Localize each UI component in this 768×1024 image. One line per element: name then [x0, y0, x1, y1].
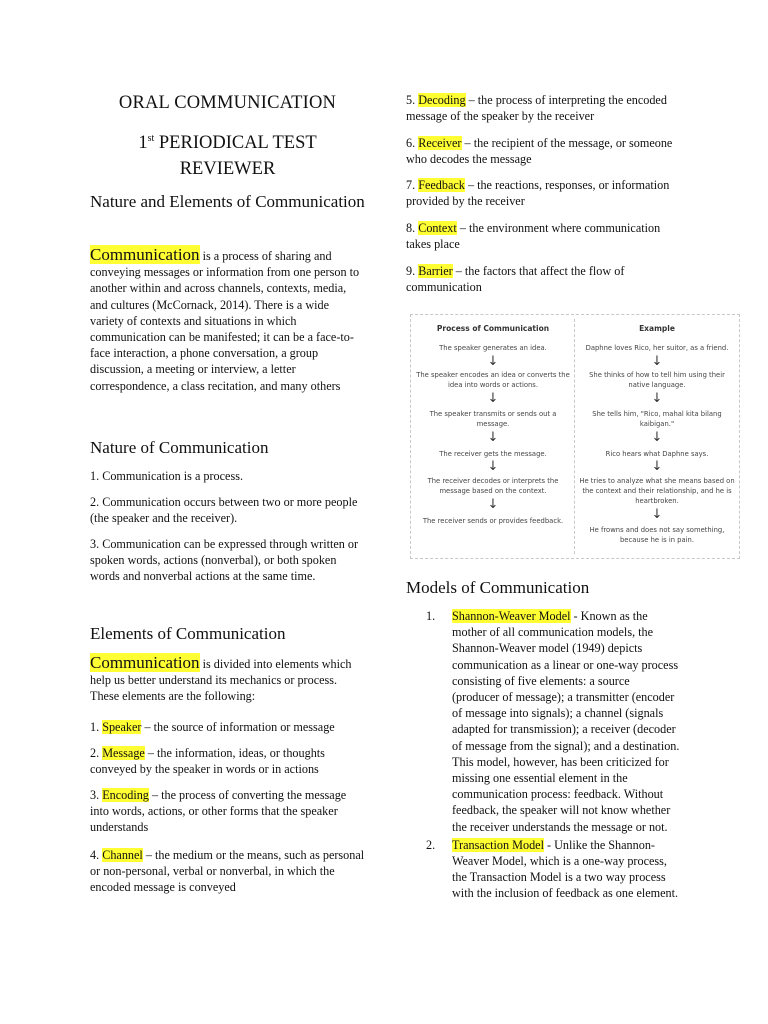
nature-item-1: 1. Communication is a process. — [90, 469, 243, 483]
document-title: ORAL COMMUNICATION — [118, 93, 337, 113]
example-step-2: She thinks of how to tell him using their native language. — [589, 371, 725, 389]
item-definition: - Unlike the Shannon-Weaver Model, which is a one-way process, the Transaction Model is a two way process with the inclusion of feedback as one element. — [452, 837, 679, 901]
item-definition: – the reactions, responses, or information provided by the receiver — [406, 178, 670, 209]
intro-paragraph — [90, 247, 365, 394]
highlighted-term: Context — [418, 221, 457, 235]
nature-item-3: 3. Communication can be expressed through written or spoken words, actions (nonverbal), or both spoken words and nonverbal actions at the same time. — [90, 537, 359, 584]
highlighted-term: Encoding — [102, 788, 149, 802]
down-arrow-icon: ↓ — [651, 391, 663, 406]
item-number: 9. — [406, 264, 419, 278]
highlighted-term: Decoding — [418, 93, 466, 107]
highlighted-term: Speaker — [102, 720, 142, 734]
highlighted-term: Receiver — [418, 136, 462, 150]
item-definition: – the environment where communication takes place — [406, 221, 661, 252]
element-item-2 — [90, 745, 365, 777]
highlighted-term: Channel — [102, 848, 143, 862]
example-step-4: Rico hears what Daphne says. — [605, 450, 709, 458]
subtitle-text: PERIODICAL TEST — [154, 133, 317, 153]
figure-header-process: Process of Communication — [436, 324, 550, 333]
item-definition: – the process of interpreting the encoded message of the speaker by the receiver — [406, 93, 667, 124]
elements-intro-text: is divided into elements which help us better understand its mechanics or process. These elements are the following: — [90, 657, 352, 704]
example-step-1: Daphne loves Rico, her suitor, as a friend. — [585, 344, 729, 352]
item-definition: – the information, ideas, or thoughts conveyed by the speaker in words or in actions — [90, 746, 325, 777]
model-item-2 — [426, 837, 680, 902]
item-number: 3. — [90, 788, 103, 802]
item-definition: - Known as the mother of all communication models, the Shannon-Weaver model (1949) depicts communication as a linear or one-way process consisting of five elements: a source (producer of message); a transmitter (encoder of message into signals); a channel (signals adapted for transmission); a receiver (decoder of message from the signal); and a destination. This model, however, has been criticized for missing one essential element in the communication process: feedback. Without feedback, the speaker will not know whether the receiver understands the message or not. — [452, 609, 680, 834]
item-number: 1. — [90, 720, 103, 734]
item-definition: – the factors that affect the flow of communication — [406, 264, 625, 295]
document-subtitle — [90, 130, 365, 182]
highlighted-term: Shannon-Weaver Model — [452, 609, 571, 623]
highlighted-term: Barrier — [418, 264, 453, 278]
item-definition: – the process of converting the message into words, actions, or other forms that the speaker understands — [90, 788, 347, 835]
elements-intro-paragraph — [90, 655, 365, 705]
intro-text: is a process of sharing and conveying messages or information from one person to another within and across channels, contexts, media, and cultures (McCornack, 2014). There is a wide variety of contexts and situations in which communication can be manifested; it can be a face-to-face interaction, a phone conversation, a group discussion, a meeting or interview, a letter correspondence, a class recitation, and many others — [90, 249, 360, 393]
item-definition: – the recipient of the message, or someone who decodes the message — [406, 136, 673, 167]
process-step-6: The receiver sends or provides feedback. — [422, 517, 564, 525]
highlighted-term: Communication — [90, 245, 200, 264]
down-arrow-icon: ↓ — [487, 391, 499, 406]
element-item-8 — [406, 220, 678, 252]
models-list — [426, 608, 680, 902]
down-arrow-icon: ↓ — [487, 459, 499, 474]
process-step-4: The receiver gets the message. — [439, 450, 547, 458]
item-number: 2. — [90, 746, 103, 760]
item-number: 7. — [406, 178, 419, 192]
item-number: 5. — [406, 93, 419, 107]
heading-nature-and-elements: Nature and Elements of Communication — [90, 192, 365, 211]
process-step-3: The speaker transmits or sends out a message. — [429, 410, 557, 428]
subtitle-line2: REVIEWER — [179, 159, 276, 179]
item-number: 2. — [426, 837, 436, 852]
process-step-5: The receiver decodes or interprets the message based on the context. — [427, 477, 559, 495]
element-item-4 — [90, 847, 365, 896]
figure-divider — [574, 319, 575, 554]
process-of-communication-figure — [410, 314, 740, 559]
heading-models-of-communication: Models of Communication — [406, 578, 590, 597]
item-number: 4. — [90, 848, 103, 862]
example-step-3: She tells him, "Rico, mahal kita bilang kaibigan." — [592, 410, 722, 428]
down-arrow-icon: ↓ — [487, 354, 499, 369]
item-definition: – the medium or the means, such as personal or non-personal, verbal or nonverbal, in which the encoded message is conveyed — [90, 848, 365, 895]
item-definition: – the source of information or message — [141, 720, 335, 734]
element-item-7 — [406, 177, 678, 209]
example-step-5: He tries to analyze what she means based on the context and their relationship, and he is heartbroken. — [579, 477, 735, 505]
element-item-6 — [406, 135, 678, 167]
subtitle-number: 1 — [138, 133, 148, 153]
highlighted-term: Message — [102, 746, 145, 760]
heading-nature-of-communication: Nature of Communication — [90, 438, 269, 457]
item-number: 8. — [406, 221, 419, 235]
nature-item-2: 2. Communication occurs between two or more people (the speaker and the receiver). — [90, 495, 358, 526]
left-column — [90, 0, 365, 1024]
element-item-3 — [90, 787, 365, 836]
highlighted-term: Communication — [90, 653, 200, 672]
down-arrow-icon: ↓ — [487, 430, 499, 445]
item-number: 6. — [406, 136, 419, 150]
down-arrow-icon: ↓ — [651, 430, 663, 445]
process-step-1: The speaker generates an idea. — [439, 344, 547, 352]
element-item-9 — [406, 263, 678, 295]
figure-header-example: Example — [639, 324, 675, 333]
model-item-1 — [426, 608, 680, 835]
highlighted-term: Transaction Model — [452, 837, 544, 852]
process-step-2: The speaker encodes an idea or converts the idea into words or actions. — [416, 371, 570, 389]
down-arrow-icon: ↓ — [651, 459, 663, 474]
example-step-6: He frowns and does not say something, because he is in pain. — [589, 526, 725, 544]
subtitle-superscript: st — [147, 132, 155, 144]
down-arrow-icon: ↓ — [651, 354, 663, 369]
down-arrow-icon: ↓ — [651, 507, 663, 522]
item-number: 1. — [426, 609, 436, 623]
element-item-5 — [406, 92, 678, 124]
down-arrow-icon: ↓ — [487, 497, 499, 512]
heading-elements-of-communication: Elements of Communication — [90, 624, 286, 643]
element-item-1 — [90, 719, 365, 735]
highlighted-term: Feedback — [418, 178, 465, 192]
